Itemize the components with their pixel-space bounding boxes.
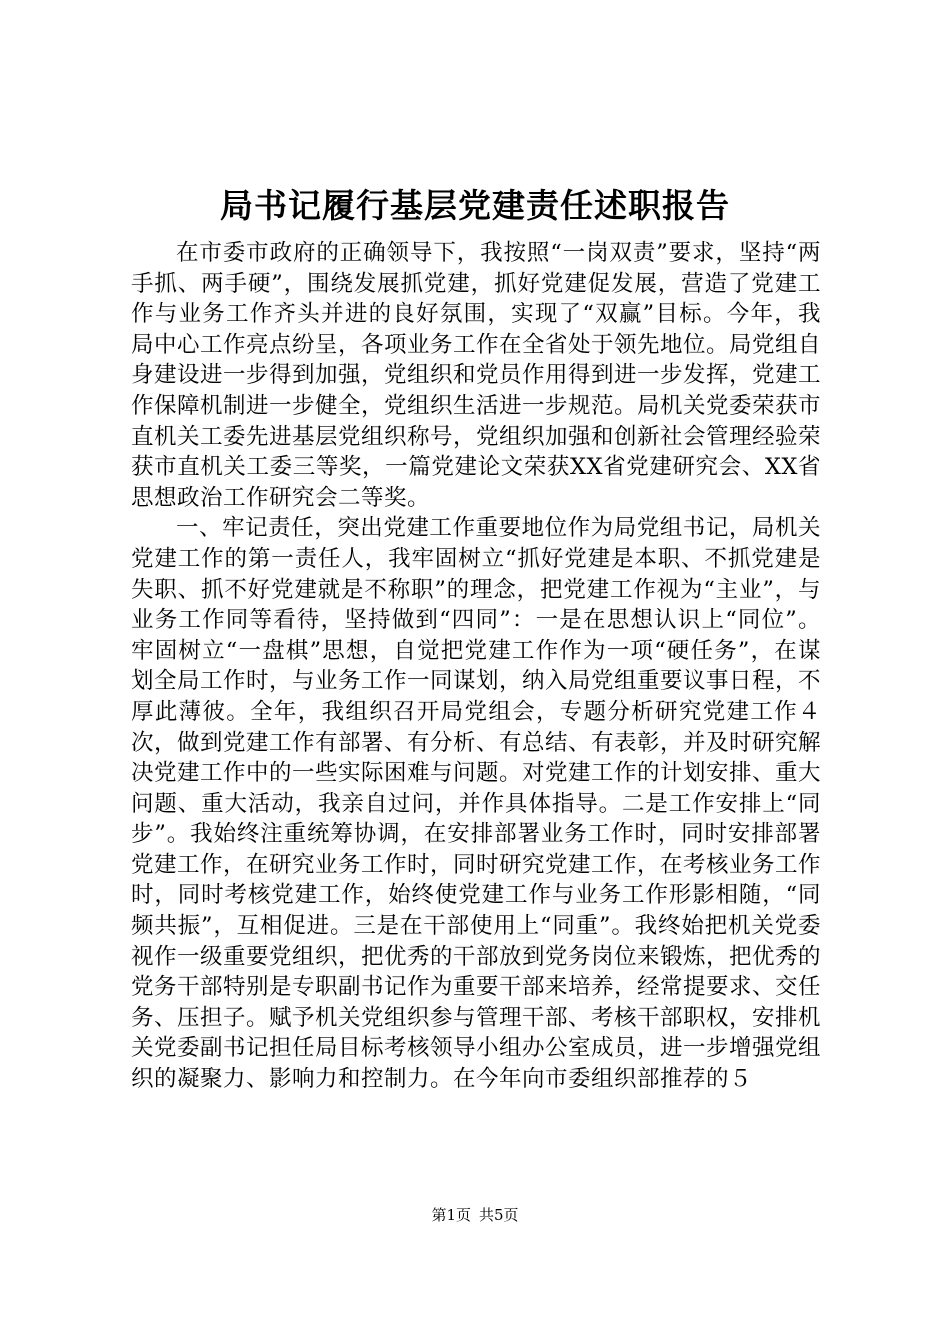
document-title: 局书记履行基层党建责任述职报告 — [220, 186, 730, 225]
page-footer — [0, 1205, 950, 1225]
page-number: 第1页 — [431, 1206, 471, 1224]
document-body — [131, 238, 821, 1095]
paragraph-intro: 在市委市政府的正确领导下，我按照“一岗双责”要求，坚持“两手抓、两手硬”，围绕发展抓党建，抓好党建促发展，营造了党建工作与业务工作齐头并进的良好氛围，实现了“双赢”目标。今年，我局中心工作亮点纷呈，各项业务工作在全省处于领先地位。局党组自身建设进一步得到加强，党组织和党员作用得到进一步发挥，党建工作保障机制进一步健全，党组织生活进一步规范。局机关党委荣获市直机关工委先进基层党组织称号，党组织加强和创新社会管理经验荣获市直机关工委三等奖，一篇党建论文荣获XX省党建研究会、XX省思想政治工作研究会二等奖。 — [131, 240, 822, 511]
paragraph-section-one: 一、牢记责任，突出党建工作重要地位作为局党组书记，局机关党建工作的第一责任人，我牢固树立“抓好党建是本职、不抓党建是失职、抓不好党建就是不称职”的理念，把党建工作视为“主业”，与业务工作同等看待，坚持做到“四同”：一是在思想认识上“同位”。牢固树立“一盘棋”思想，自觉把党建工作作为一项“硬任务”，在谋划全局工作时，与业务工作一同谋划，纳入局党组重要议事日程，不厚此薄彼。全年，我组织召开局党组会，专题分析研究党建工作４次，做到党建工作有部署、有分析、有总结、有表彰，并及时研究解决党建工作中的一些实际困难与问题。对党建工作的计划安排、重大问题、重大活动，我亲自过问，并作具体指导。二是工作安排上“同步”。我始终注重统筹协调，在安排部署业务工作时，同时安排部署党建工作，在研究业务工作时，同时研究党建工作，在考核业务工作时，同时考核党建工作，始终使党建工作与业务工作形影相随，“同频共振”，互相促进。三是在干部使用上“同重”。我终始把机关党委视作一级重要党组织，把优秀的干部放到党务岗位来锻炼，把优秀的党务干部特别是专职副书记作为重要干部来培养，经常提要求、交任务、压担子。赋予机关党组织参与管理干部、考核干部职权，安排机关党委副书记担任局目标考核领导小组办公室成员，进一步增强党组织的凝聚力、影响力和控制力。在今年向市委组织部推荐的５ — [131, 515, 822, 1093]
page-total: 共5页 — [479, 1206, 519, 1224]
